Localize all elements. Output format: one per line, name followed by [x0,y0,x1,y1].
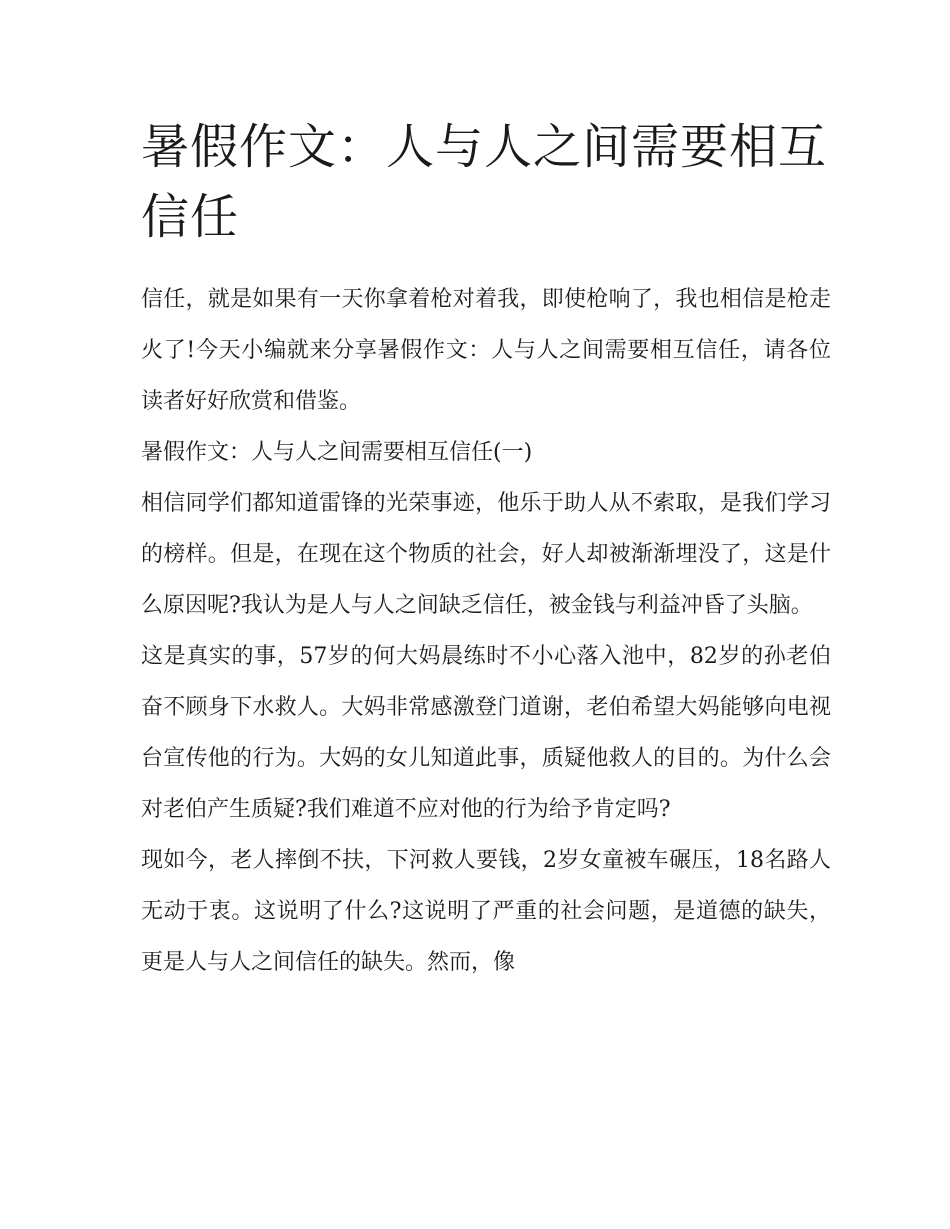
section-heading: 暑假作文：人与人之间需要相互信任(一) [141,440,533,465]
document-body [141,274,831,988]
paragraph: 这是真实的事，57岁的何大妈晨练时不小心落入池中，82岁的孙老伯奋不顾身下水救人。大妈非常感激登门道谢，老伯希望大妈能够向电视台宣传他的行为。大妈的女儿知道此事，质疑他救人的目的。为什么会对老伯产生质疑?我们难道不应对他的行为给予肯定吗? [141,644,831,822]
paragraph-intro: 信任，就是如果有一天你拿着枪对着我，即使枪响了，我也相信是枪走火了!今天小编就来分享暑假作文：人与人之间需要相互信任，请各位读者好好欣赏和借鉴。 [141,287,831,414]
page-title: 暑假作文：人与人之间需要相互信任 [141,119,828,245]
paragraph: 相信同学们都知道雷锋的光荣事迹，他乐于助人从不索取，是我们学习的榜样。但是，在现在这个物质的社会，好人却被渐渐埋没了，这是什么原因呢?我认为是人与人之间缺乏信任，被金钱与利益冲昏了头脑。 [141,491,831,618]
paragraph: 现如今，老人摔倒不扶，下河救人要钱，2岁女童被车碾压，18名路人无动于衷。这说明了什么?这说明了严重的社会问题，是道德的缺失，更是人与人之间信任的缺失。然而，像 [141,848,831,975]
